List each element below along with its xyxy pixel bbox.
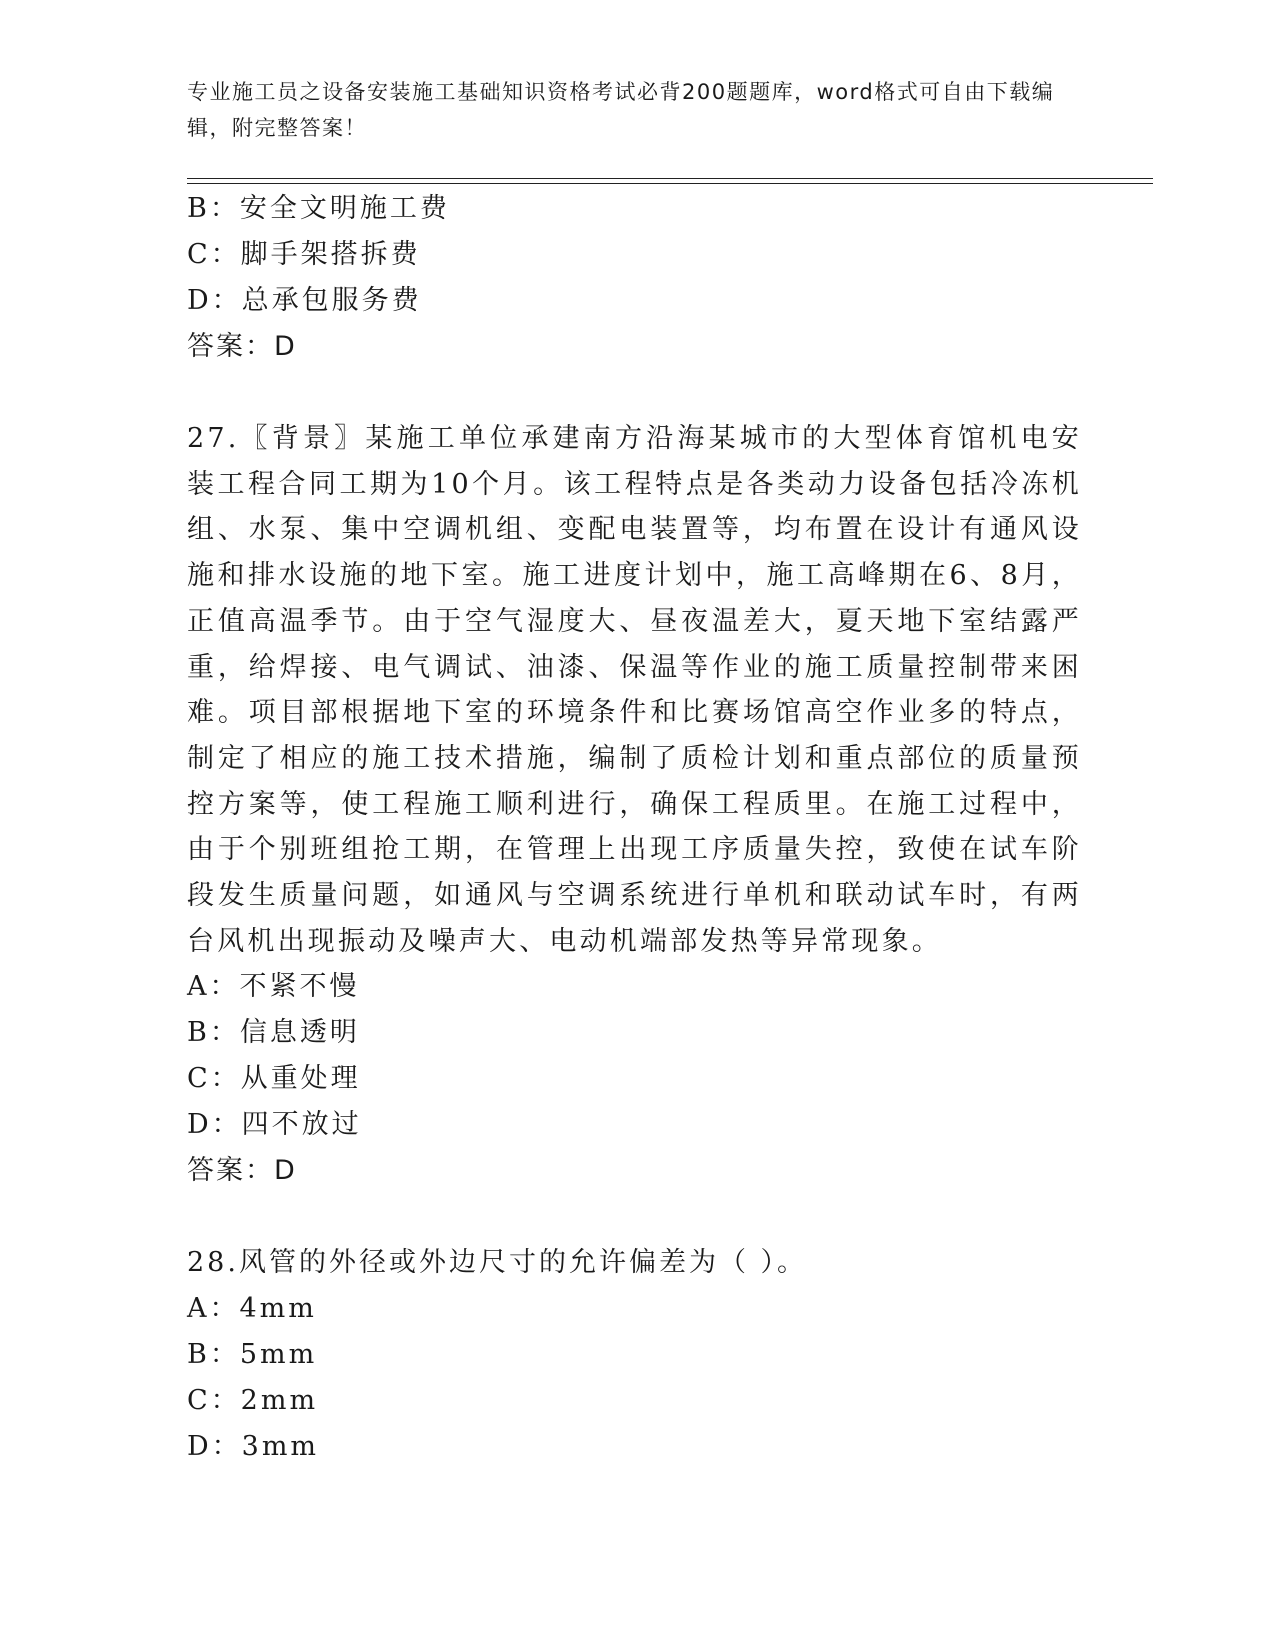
question-27-block <box>187 416 1087 1194</box>
header-rule-bottom <box>187 183 1153 184</box>
q27-option-c: C：从重处理 <box>187 1063 361 1095</box>
q26-answer: 答案：D <box>187 331 297 362</box>
question-26-block <box>187 186 1087 370</box>
q27-answer: 答案：D <box>187 1155 297 1187</box>
q26-option-d: D：总承包服务费 <box>187 285 422 316</box>
q26-option-b: B：安全文明施工费 <box>187 193 450 224</box>
spacer <box>187 1194 1087 1240</box>
q27-option-b: B：信息透明 <box>187 1017 360 1049</box>
header-rule-top <box>187 178 1153 179</box>
q28-option-d: D：3mm <box>187 1431 320 1463</box>
document-header: 专业施工员之设备安装施工基础知识资格考试必背200题题库，word格式可自由下载编辑，附完整答案！ <box>187 80 1055 140</box>
q27-option-a: A：不紧不慢 <box>187 971 360 1003</box>
q28-option-a: A：4mm <box>187 1293 317 1325</box>
q28-option-c: C：2mm <box>187 1385 319 1417</box>
q27-option-d: D：四不放过 <box>187 1109 362 1141</box>
q28-stem: 28.风管的外径或外边尺寸的允许偏差为（ ）。 <box>187 1247 808 1279</box>
q27-stem: 27.〖背景〗某施工单位承建南方沿海某城市的大型体育馆机电安装工程合同工期为10个月。该工程特点是各类动力设备包括冷冻机组、水泵、集中空调机组、变配电装置等，均布置在设计有通风设施和排水设施的地下室。施工进度计划中，施工高峰期在6、8月，正值高温季节。由于空气湿度大、昼夜温差大，夏天地下室结露严重，给焊接、电气调试、油漆、保温等作业的施工质量控制带来困难。项目部根据地下室的环境条件和比赛场馆高空作业多的特点，制定了相应的施工技术措施，编制了质检计划和重点部位的质量预控方案等，使工程施工顺利进行，确保工程质里。在施工过程中，由于个别班组抢工期，在管理上出现工序质量失控，致使在试车阶段发生质量问题，如通风与空调系统进行单机和联动试车时，有两台风机出现振动及噪声大、电动机端部发热等异常现象。 <box>187 423 1082 957</box>
q28-option-b: B：5mm <box>187 1339 318 1371</box>
question-28-block <box>187 1240 1087 1470</box>
spacer <box>187 370 1087 416</box>
document-body <box>187 186 1087 1470</box>
q26-option-c: C：脚手架搭拆费 <box>187 239 421 270</box>
